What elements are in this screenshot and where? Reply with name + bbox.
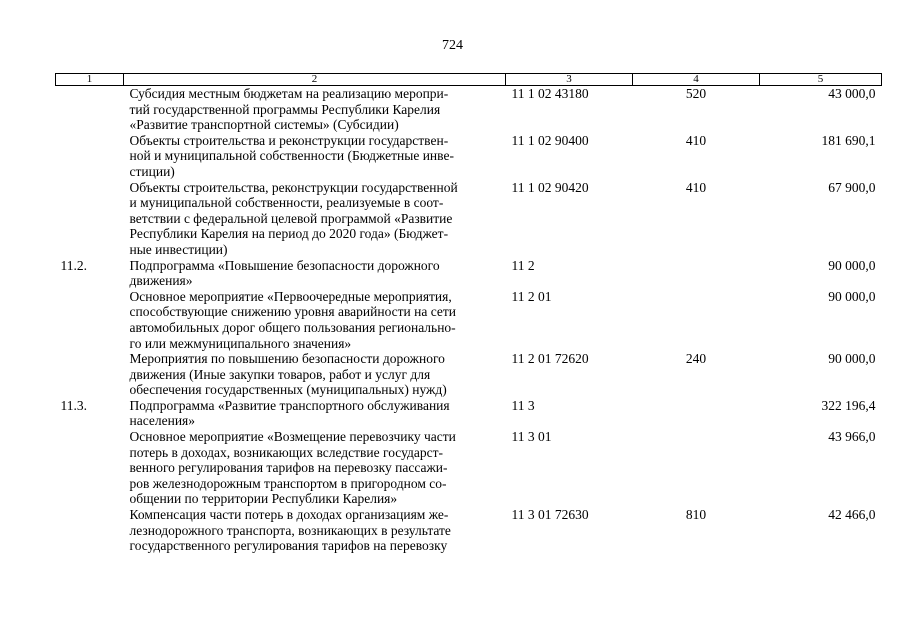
expense-type-code: 240 xyxy=(685,351,707,367)
classification-code: 11 1 02 90420 xyxy=(511,179,589,195)
item-number: 11.3. xyxy=(60,397,87,413)
description-line: потерь в доходах, возникающих вследствие государст- xyxy=(129,444,444,460)
description-line: Основное мероприятие «Возмещение перевозчику части xyxy=(129,429,456,445)
item-number xyxy=(56,507,124,554)
column-header-4: 4 xyxy=(633,74,760,86)
budget-table xyxy=(55,73,882,554)
classification-code: 11 3 01 xyxy=(511,429,552,445)
classification-code: 11 1 02 43180 xyxy=(511,86,589,101)
amount-value: 43 000,0 xyxy=(828,86,876,101)
classification-code: 11 2 01 72620 xyxy=(511,351,589,367)
expense-type-code xyxy=(633,429,760,507)
description-line: движения (Иные закупки товаров, работ и услуг для xyxy=(129,366,431,382)
table-row xyxy=(56,86,882,133)
header-row xyxy=(56,74,882,86)
description-line: венного регулирования тарифов на перевозку пассажи- xyxy=(129,460,448,476)
column-header-1: 1 xyxy=(56,74,124,86)
classification-code: 11 1 02 90400 xyxy=(511,132,589,148)
description-line: тий государственной программы Республики Карелия xyxy=(129,101,441,117)
amount-value: 90 000,0 xyxy=(828,257,876,273)
description-line: го или межмуниципального значения» xyxy=(129,335,352,351)
item-number xyxy=(56,180,124,258)
classification-code: 11 2 01 xyxy=(511,288,552,304)
item-description xyxy=(124,398,506,429)
expense-type-code: 520 xyxy=(685,86,707,101)
table-row xyxy=(56,398,882,429)
table-row xyxy=(56,258,882,289)
table-row xyxy=(56,507,882,554)
description-line: ров железнодорожным транспортом в пригородном со- xyxy=(129,475,447,491)
description-line: способствующие снижению уровня аварийности на сети xyxy=(129,304,457,320)
item-number xyxy=(56,133,124,180)
description-line: Подпрограмма «Развитие транспортного обслуживания xyxy=(129,397,450,413)
item-number xyxy=(56,289,124,351)
description-line: государственного регулирования тарифов на перевозку xyxy=(129,538,448,554)
description-line: движения» xyxy=(129,273,193,289)
amount-value: 67 900,0 xyxy=(828,179,876,195)
amount-value: 322 196,4 xyxy=(821,397,876,413)
expense-type-code xyxy=(633,289,760,351)
description-line: Республики Карелия на период до 2020 года» (Бюджет- xyxy=(129,226,449,242)
description-line: Объекты строительства и реконструкции государствен- xyxy=(129,132,449,148)
description-line: и муниципальной собственности, реализуемые в соот- xyxy=(129,195,444,211)
item-number xyxy=(56,429,124,507)
item-description xyxy=(124,258,506,289)
description-line: Основное мероприятие «Первоочередные мероприятия, xyxy=(129,288,452,304)
expense-type-code xyxy=(633,398,760,429)
expense-type-code: 410 xyxy=(685,179,707,195)
description-line: ные инвестиции) xyxy=(129,241,228,257)
description-line: «Развитие транспортной системы» (Субсидии) xyxy=(129,117,399,133)
item-number xyxy=(56,86,124,133)
table-header xyxy=(56,74,882,86)
amount-value: 181 690,1 xyxy=(821,132,876,148)
item-description xyxy=(124,429,506,507)
classification-code: 11 3 xyxy=(511,397,535,413)
description-line: стиции) xyxy=(129,163,175,179)
description-line: Подпрограмма «Повышение безопасности дорожного xyxy=(129,257,440,273)
item-number xyxy=(56,351,124,398)
page-number: 724 xyxy=(442,38,463,53)
table-row xyxy=(56,429,882,507)
amount-value: 90 000,0 xyxy=(828,351,876,367)
description-line: обеспечения государственных (муниципальных) нужд) xyxy=(129,382,447,398)
description-line: Компенсация части потерь в доходах организациям же- xyxy=(129,507,449,523)
table-row xyxy=(56,289,882,351)
expense-type-code xyxy=(633,258,760,289)
description-line: лезнодорожного транспорта, возникающих в результате xyxy=(129,522,451,538)
column-header-2: 2 xyxy=(124,74,506,86)
item-description xyxy=(124,351,506,398)
item-description xyxy=(124,289,506,351)
amount-value: 43 966,0 xyxy=(828,429,876,445)
item-number: 11.2. xyxy=(60,257,87,273)
description-line: автомобильных дорог общего пользования регионально- xyxy=(129,319,456,335)
classification-code: 11 3 01 72630 xyxy=(511,507,589,523)
description-line: населения» xyxy=(129,413,196,429)
description-line: Субсидия местным бюджетам на реализацию меропри- xyxy=(129,86,449,101)
description-line: Объекты строительства, реконструкции государственной xyxy=(129,179,458,195)
amount-value: 90 000,0 xyxy=(828,288,876,304)
table-row xyxy=(56,351,882,398)
description-line: общении по территории Республики Карелия» xyxy=(129,491,398,507)
column-header-5: 5 xyxy=(760,74,882,86)
table-row xyxy=(56,180,882,258)
table-body xyxy=(56,86,882,554)
column-header-3: 3 xyxy=(506,74,633,86)
item-description xyxy=(124,180,506,258)
item-description xyxy=(124,133,506,180)
expense-type-code: 410 xyxy=(685,132,707,148)
item-description xyxy=(124,507,506,554)
amount-value: 42 466,0 xyxy=(828,507,876,523)
classification-code: 11 2 xyxy=(511,257,535,273)
description-line: ветствии с федеральной целевой программой «Развитие xyxy=(129,210,453,226)
item-description xyxy=(124,86,506,133)
description-line: ной и муниципальной собственности (Бюджетные инве- xyxy=(129,148,454,164)
table-row xyxy=(56,133,882,180)
expense-type-code: 810 xyxy=(685,507,707,523)
description-line: Мероприятия по повышению безопасности дорожного xyxy=(129,351,445,367)
